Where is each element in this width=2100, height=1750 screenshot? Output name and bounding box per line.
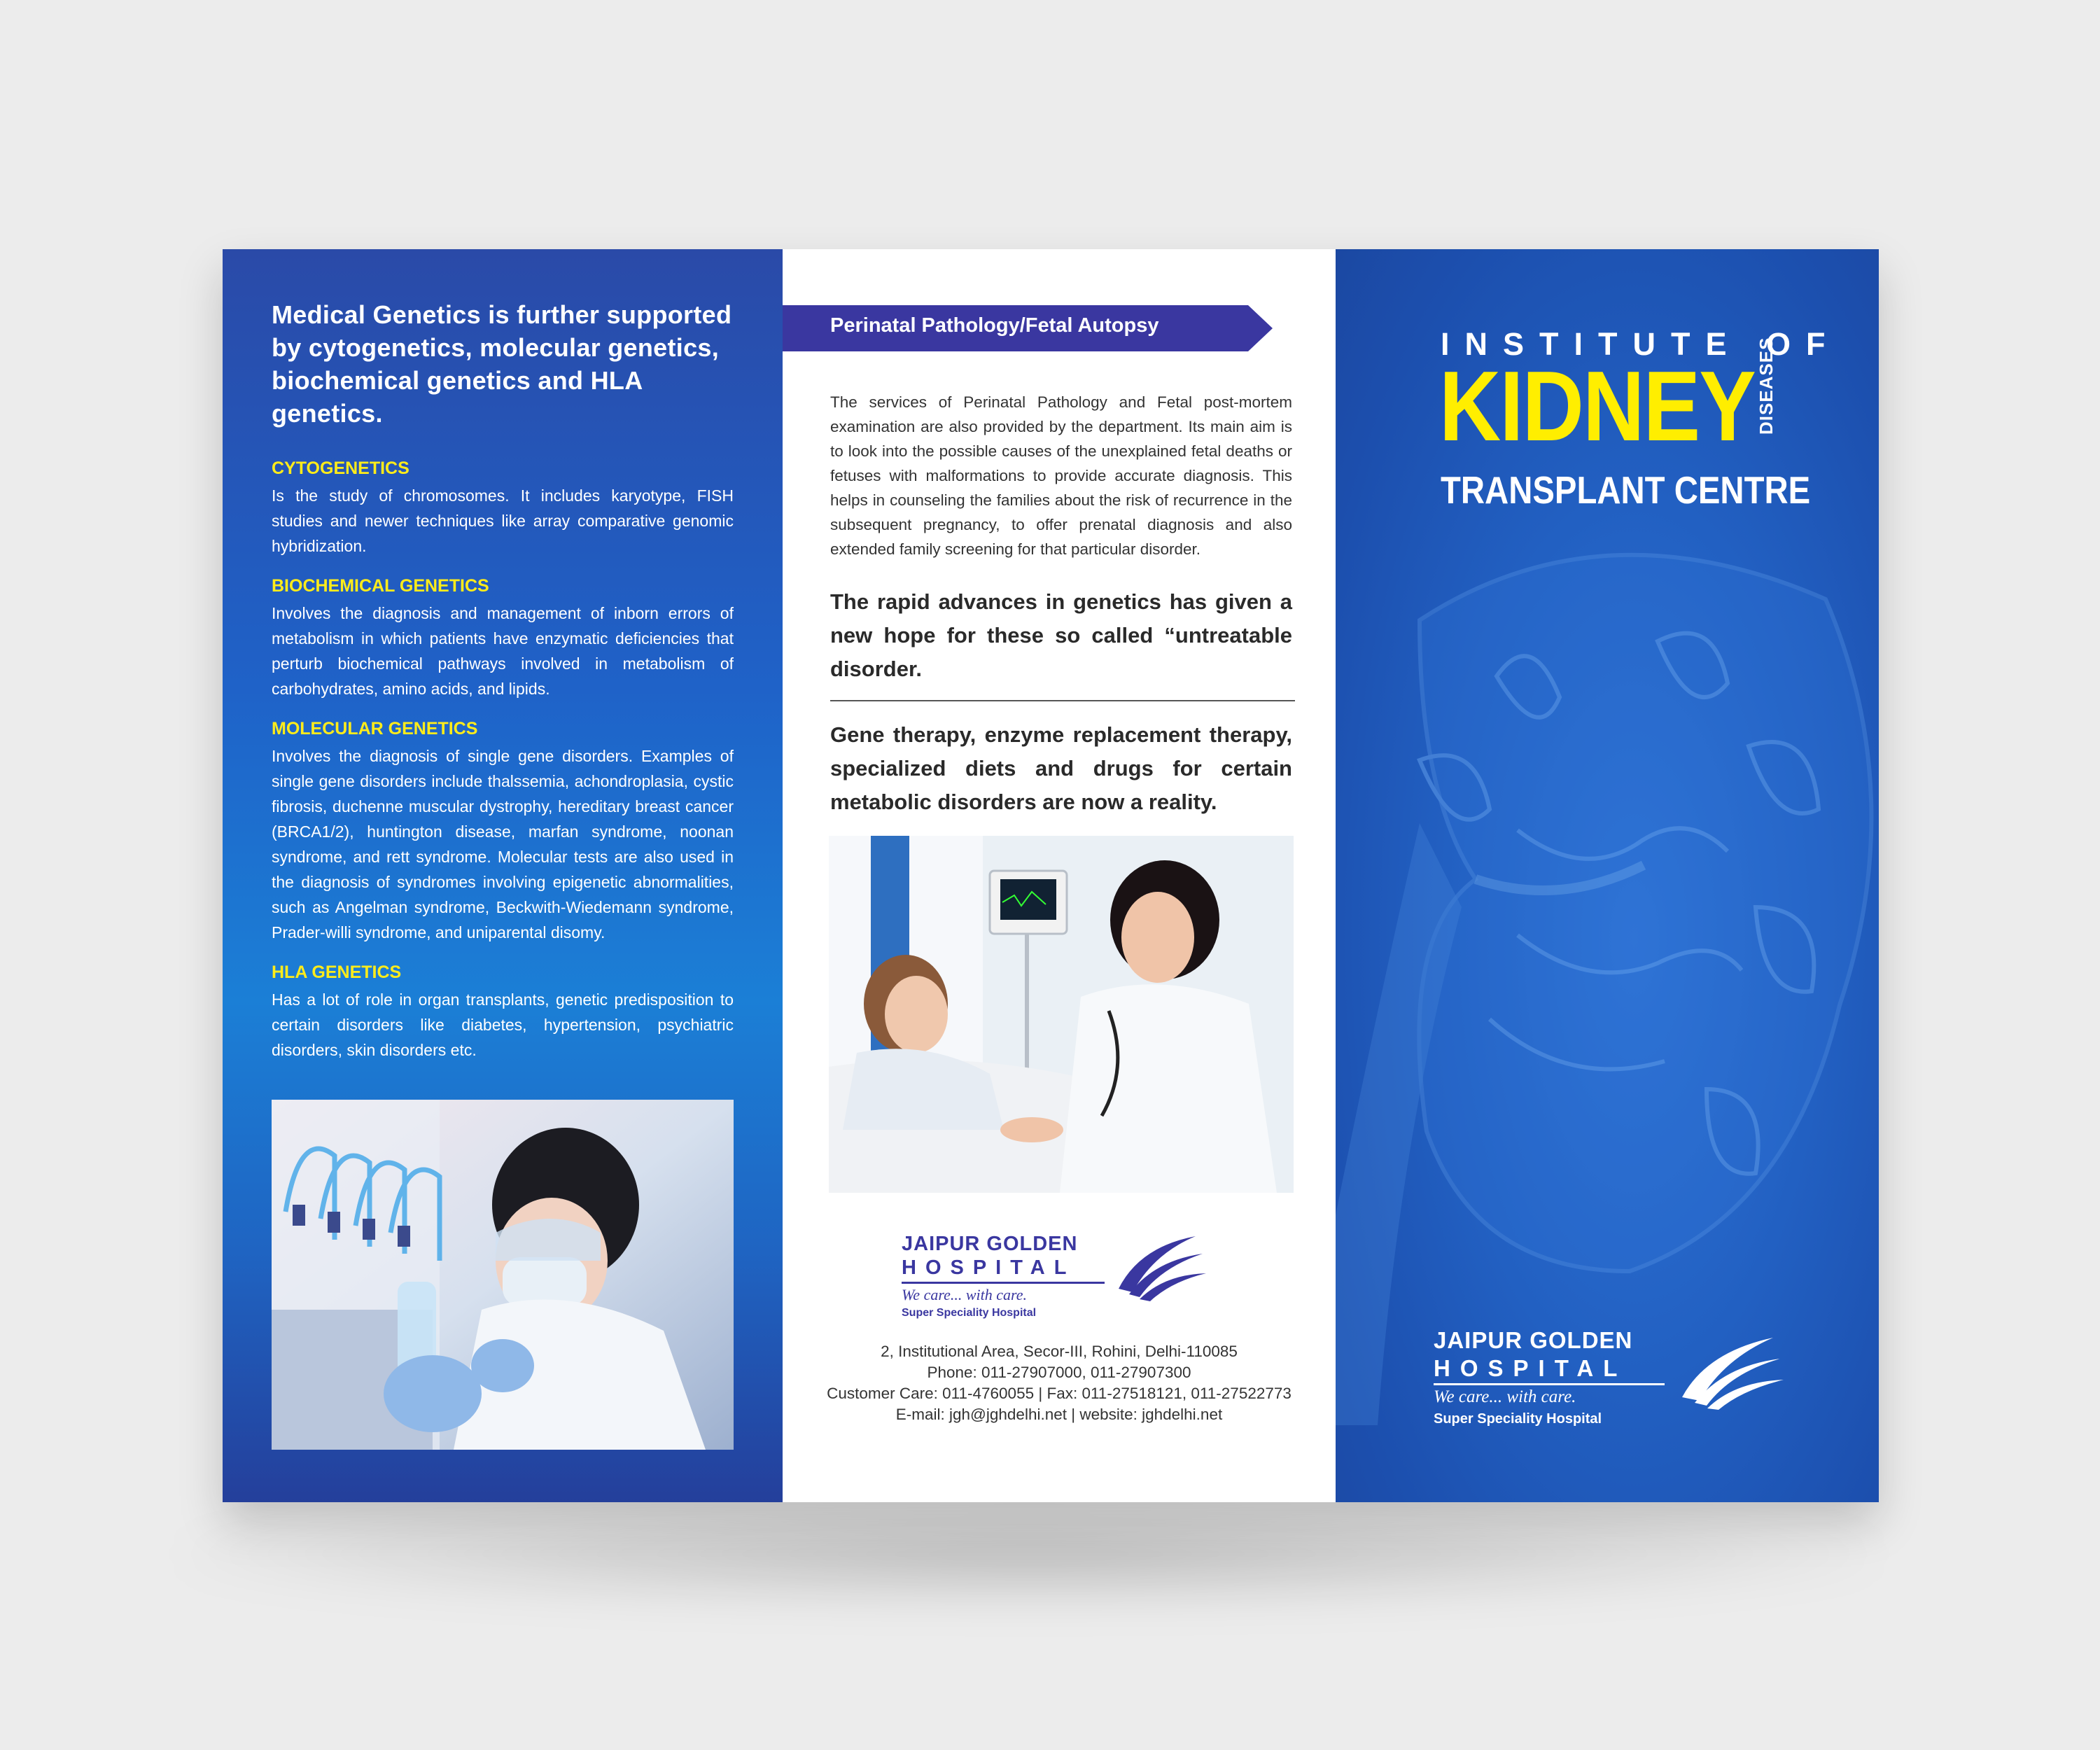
brochure-shadow: [182, 1505, 1876, 1603]
logo-tagline: We care... with care.: [902, 1286, 1028, 1303]
trifold-brochure: [223, 249, 1879, 1502]
section-hla-genetics: [272, 960, 734, 1063]
logo-line2: HOSPITAL: [1434, 1355, 1628, 1381]
customer-care: Customer Care: 011-4760055 | Fax: 011-27518121, 011-27522773: [827, 1385, 1292, 1402]
wing-icon: [1112, 1233, 1210, 1303]
logo-tagline: We care... with care.: [1434, 1387, 1576, 1406]
contact-details: [783, 1341, 1336, 1425]
section-biochemical-genetics: [272, 574, 734, 701]
section-body: Involves the diagnosis and management of inborn errors of metabolism in which patients have enzymatic deficiencies that perturb biochemical pathways involved in metabolism of carbohydrates, amino acids, and lipids.: [272, 604, 734, 698]
section-cytogenetics: [272, 456, 734, 559]
title-kidney: KIDNEY: [1439, 351, 1756, 462]
kidney-illustration: [1336, 515, 1879, 1425]
logo-underline: [1434, 1383, 1665, 1385]
highlight-genetics-hope: The rapid advances in genetics has given a new hope for these so called “untreatable disorder.: [830, 589, 1292, 681]
address: 2, Institutional Area, Secor-III, Rohini, Delhi-110085: [881, 1343, 1238, 1360]
logo-subtitle: Super Speciality Hospital: [1434, 1411, 1602, 1427]
middle-panel: [783, 249, 1336, 1502]
logo-line1: JAIPUR GOLDEN: [1434, 1327, 1633, 1353]
section-body: Is the study of chromosomes. It includes karyotype, FISH studies and newer techniques like array comparative genomic hybridization.: [272, 486, 734, 555]
hospital-logo-white: [1434, 1327, 1826, 1439]
title-diseases: DISEASES: [1756, 337, 1777, 435]
left-panel: [223, 249, 783, 1502]
title-transplant-centre: TRANSPLANT CENTRE: [1441, 468, 1811, 512]
hospital-logo: [902, 1233, 1224, 1338]
title-institute-of: INSTITUTE OF: [1441, 326, 1841, 362]
highlight-gene-therapy: Gene therapy, enzyme replacement therapy, specialized diets and drugs for certain metabolic disorders are now a reality.: [830, 722, 1292, 814]
divider: [830, 700, 1295, 701]
doctor-patient-photo: [829, 836, 1294, 1193]
section-title: MOLECULAR GENETICS: [272, 719, 478, 738]
lead-paragraph: Medical Genetics is further supported by cytogenetics, molecular genetics, biochemical genetics and HLA genetics.: [272, 300, 732, 428]
lab-scientist-photo: [272, 1100, 734, 1450]
perinatal-description: The services of Perinatal Pathology and Fetal post-mortem examination are also provided by the department. Its main aim is to look into the possible causes of the unexplained fetal deaths or fetuses with malformations to provide accurate diagnosis. This helps in counseling the families about the risk of recurrence in the subsequent pregnancy, to offer prenatal diagnosis and also extended family screening for that particular disorder.: [830, 393, 1292, 558]
phone: Phone: 011-27907000, 011-27907300: [927, 1364, 1191, 1381]
logo-line1: JAIPUR GOLDEN: [902, 1233, 1078, 1255]
section-body: Involves the diagnosis of single gene disorders. Examples of single gene disorders include thalssemia, achondroplasia, cystic fibrosis, duchenne muscular dystrophy, hereditary breast cancer (BRCA1/2), huntington disease, marfan syndrome, noonan syndrome, and rett syndrome. Molecular tests are also used in the diagnosis of syndromes involving epigenetic abnormalities, such as Angelman syndrome, Beckwith-Wiedemann syndrome, Prader-willi syndrome, and uniparental disomy.: [272, 747, 734, 941]
wing-icon: [1675, 1334, 1787, 1411]
logo-subtitle: Super Speciality Hospital: [902, 1307, 1037, 1319]
section-title: CYTOGENETICS: [272, 458, 410, 478]
logo-line2: HOSPITAL: [902, 1256, 1076, 1279]
section-title: BIOCHEMICAL GENETICS: [272, 576, 489, 596]
section-molecular-genetics: [272, 717, 734, 945]
right-panel-cover: [1336, 249, 1879, 1502]
ribbon-title: Perinatal Pathology/Fetal Autopsy: [830, 314, 1159, 337]
email-website: E-mail: jgh@jghdelhi.net | website: jghdelhi.net: [895, 1406, 1223, 1423]
section-title: HLA GENETICS: [272, 962, 402, 982]
logo-underline: [902, 1282, 1105, 1284]
section-body: Has a lot of role in organ transplants, genetic predisposition to certain disorders like diabetes, hypertension, psychiatric disorders, skin disorders etc.: [272, 990, 734, 1059]
